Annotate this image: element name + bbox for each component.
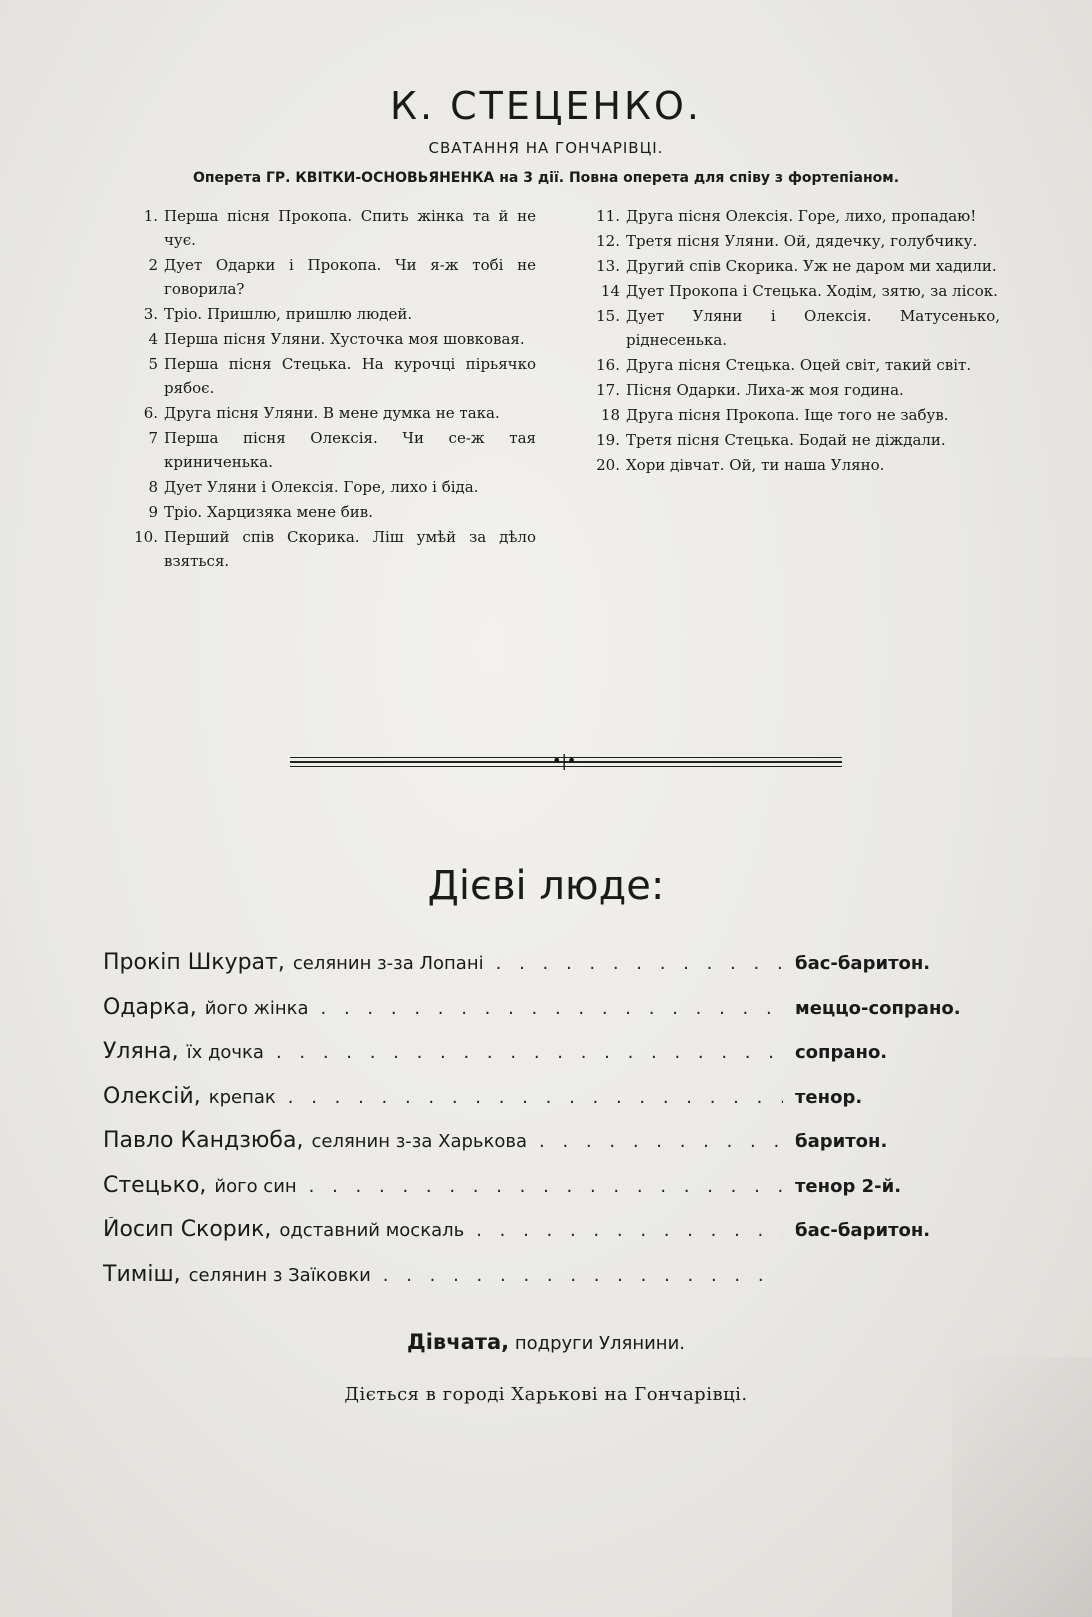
role-name: Уляна, bbox=[103, 1039, 179, 1064]
song-number: 3. bbox=[143, 305, 158, 323]
song-number: 10. bbox=[134, 528, 158, 546]
song-title: Дует Прокопа і Стецька. Ходім, зятю, за лісок. bbox=[626, 282, 998, 300]
role-voice: бас-баритон. bbox=[795, 953, 931, 974]
song-number: 11. bbox=[596, 207, 620, 225]
cast-row bbox=[103, 1173, 983, 1218]
song-item bbox=[586, 453, 1000, 477]
song-title: Дует Уляни і Олексія. Матусенько, ріднесенька. bbox=[626, 307, 1000, 349]
song-number: 14 bbox=[600, 282, 620, 300]
song-column-right bbox=[586, 204, 1000, 574]
role-voice: бас-баритон. bbox=[795, 1220, 931, 1241]
song-number: 20. bbox=[596, 456, 620, 474]
opera-title: СВАТАННЯ НА ГОНЧАРІВЦІ. bbox=[428, 139, 664, 157]
dot-leader bbox=[539, 1131, 783, 1152]
song-title: Перший спів Скорика. Ліш умѣй за дѣло взяться. bbox=[164, 528, 536, 570]
song-item bbox=[586, 229, 1000, 253]
song-number: 9 bbox=[148, 503, 158, 521]
setting-note: Діється в городі Харькові на Гончарівці. bbox=[344, 1384, 748, 1405]
role-description: їх дочка bbox=[186, 1042, 264, 1063]
role-description: крепак bbox=[208, 1086, 276, 1108]
cast-heading: Дієві люде: bbox=[427, 863, 665, 909]
song-title: Перша пісня Стецька. На курочці пірьячко рябоє. bbox=[164, 355, 536, 397]
header bbox=[0, 80, 1092, 188]
cast-row bbox=[103, 950, 983, 995]
song-item bbox=[130, 352, 536, 400]
song-number: 7 bbox=[148, 429, 158, 447]
song-title: Перша пісня Прокопа. Спить жінка та й не чує. bbox=[164, 207, 536, 249]
song-item bbox=[586, 428, 1000, 452]
dot-leader bbox=[309, 1176, 783, 1197]
song-item bbox=[130, 327, 536, 351]
song-number: 16. bbox=[596, 356, 620, 374]
opera-subtitle: Оперета ГР. КВІТКИ-ОСНОВЬЯНЕНКА на 3 дії. Повна оперета для співу з фортепіаном. bbox=[192, 170, 900, 186]
role-description: його жінка bbox=[204, 997, 309, 1019]
role-voice: меццо-сопрано. bbox=[795, 997, 961, 1019]
song-number: 1. bbox=[143, 207, 158, 225]
song-number: 8 bbox=[148, 478, 158, 496]
song-item bbox=[130, 475, 536, 499]
song-title: Третя пісня Стецька. Бодай не діждали. bbox=[626, 431, 946, 449]
dot-leader bbox=[476, 1220, 783, 1241]
role-name: Стецько, bbox=[103, 1172, 207, 1198]
cast-list bbox=[103, 950, 983, 1306]
cast-row bbox=[103, 995, 983, 1040]
song-item bbox=[586, 403, 1000, 427]
song-number: 15. bbox=[596, 307, 620, 325]
cast-row bbox=[103, 1262, 983, 1307]
song-item bbox=[586, 304, 1000, 352]
song-item bbox=[130, 500, 536, 524]
ornamental-divider bbox=[290, 751, 842, 770]
role-description: селянин з Заїковки bbox=[188, 1264, 371, 1286]
cast-row bbox=[103, 1084, 983, 1129]
song-number: 13. bbox=[596, 257, 620, 275]
song-list bbox=[130, 204, 1000, 574]
song-number: 17. bbox=[596, 381, 620, 399]
role-name: Йосип Скорик, bbox=[103, 1217, 272, 1242]
song-title: Дует Одарки і Прокопа. Чи я-ж тобі не говорила? bbox=[164, 256, 536, 298]
song-item bbox=[586, 254, 1000, 278]
role-description: одставний москаль bbox=[279, 1220, 465, 1241]
song-title: Тріо. Харцизяка мене бив. bbox=[164, 503, 373, 521]
song-number: 19. bbox=[596, 431, 620, 449]
chorus-description: подруги Улянини. bbox=[514, 1333, 685, 1354]
song-number: 5 bbox=[148, 355, 158, 373]
song-title: Друга пісня Прокопа. Іще того не забув. bbox=[626, 406, 949, 424]
song-title: Дует Уляни і Олексія. Горе, лихо і біда. bbox=[164, 478, 479, 496]
role-name: Тиміш, bbox=[103, 1261, 181, 1287]
chorus-name: Дівчата, bbox=[407, 1330, 510, 1354]
cast-row bbox=[103, 1128, 983, 1173]
song-title: Друга пісня Стецька. Оцей світ, такий світ. bbox=[626, 356, 972, 374]
song-item bbox=[130, 401, 536, 425]
role-description: його син bbox=[214, 1175, 297, 1197]
role-name: Одарка, bbox=[103, 994, 197, 1020]
role-name: Олексій, bbox=[103, 1083, 201, 1109]
chorus-line bbox=[0, 1330, 1092, 1354]
song-number: 6. bbox=[143, 404, 158, 422]
dot-leader bbox=[276, 1042, 783, 1063]
role-description: селянин з-за Харькова bbox=[311, 1131, 528, 1152]
dot-leader bbox=[288, 1087, 783, 1108]
role-voice: тенор. bbox=[795, 1086, 863, 1108]
song-title: Друга пісня Уляни. В мене думка не така. bbox=[164, 404, 500, 422]
song-title: Пісня Одарки. Лиха-ж моя година. bbox=[626, 381, 904, 399]
song-number: 2 bbox=[148, 256, 158, 274]
composer-name: К. СТЕЦЕНКО. bbox=[390, 84, 702, 128]
role-name: Павло Кандзюба, bbox=[103, 1128, 304, 1153]
song-title: Хори дівчат. Ой, ти наша Уляно. bbox=[626, 456, 885, 474]
song-number: 4 bbox=[148, 330, 158, 348]
song-title: Перша пісня Уляни. Хусточка моя шовковая. bbox=[164, 330, 525, 348]
divider-ornament-icon: •|• bbox=[552, 751, 577, 770]
song-item bbox=[130, 204, 536, 252]
role-voice: баритон. bbox=[795, 1131, 888, 1152]
song-title: Друга пісня Олексія. Горе, лихо, пропадаю! bbox=[626, 207, 977, 225]
dot-leader bbox=[321, 998, 783, 1019]
song-item bbox=[130, 525, 536, 573]
song-item bbox=[130, 426, 536, 474]
song-item bbox=[130, 302, 536, 326]
role-description: селянин з-за Лопані bbox=[292, 953, 484, 974]
role-name: Прокіп Шкурат, bbox=[103, 950, 285, 975]
song-item bbox=[586, 378, 1000, 402]
role-voice: сопрано. bbox=[795, 1042, 888, 1063]
song-title: Перша пісня Олексія. Чи се-ж тая криниченька. bbox=[164, 429, 536, 471]
cast-row bbox=[103, 1039, 983, 1084]
song-title: Другий спів Скорика. Уж не даром ми хадили. bbox=[626, 257, 997, 275]
song-title: Тріо. Пришлю, пришлю людей. bbox=[164, 305, 413, 323]
role-voice: тенор 2-й. bbox=[795, 1175, 902, 1197]
song-item bbox=[586, 279, 1000, 303]
dot-leader bbox=[383, 1265, 783, 1286]
song-item bbox=[586, 204, 1000, 228]
song-title: Третя пісня Уляни. Ой, дядечку, голубчику. bbox=[626, 232, 978, 250]
dot-leader bbox=[496, 953, 783, 974]
song-item bbox=[130, 253, 536, 301]
song-item bbox=[586, 353, 1000, 377]
song-number: 18 bbox=[600, 406, 620, 424]
cast-row bbox=[103, 1217, 983, 1262]
song-number: 12. bbox=[596, 232, 620, 250]
song-column-left bbox=[130, 204, 536, 574]
